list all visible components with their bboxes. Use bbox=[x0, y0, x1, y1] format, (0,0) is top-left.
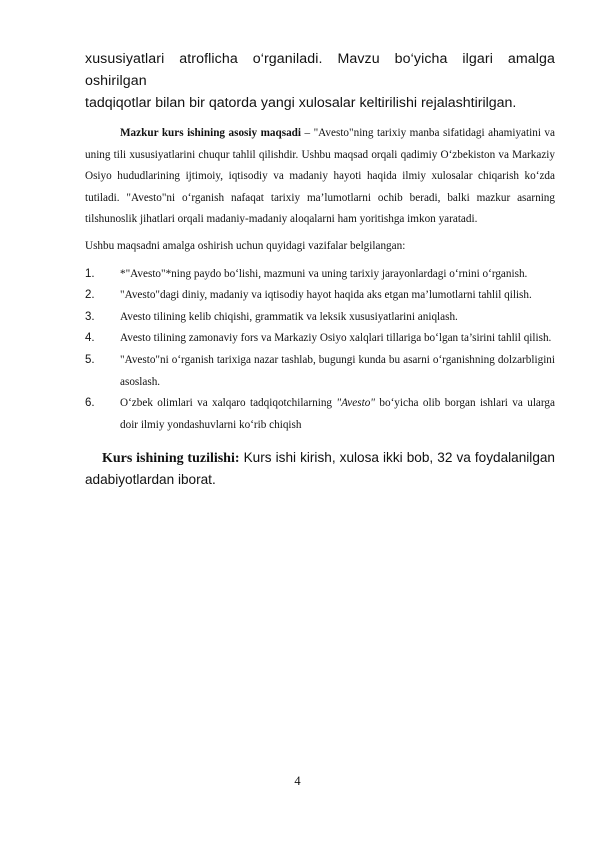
intro-line-2: tadqiqotlar bilan bir qatorda yangi xulosalar keltirilishi rejalashtirilgan. bbox=[85, 95, 517, 111]
document-page bbox=[85, 48, 555, 490]
task-item bbox=[85, 307, 555, 329]
goal-label: Mazkur kurs ishining asosiy maqsadi bbox=[120, 127, 302, 139]
task-text: "Avesto"dagi diniy, madaniy va iqtisodiy hayot haqida aks etgan ma’lumotlarni tahlil qilish. bbox=[120, 289, 532, 302]
task-text: *"Avesto"*ning paydo bo‘lishi, mazmuni va uning tarixiy jarayonlardagi o‘rnini o‘rganish. bbox=[120, 267, 528, 280]
task-item bbox=[85, 328, 555, 350]
task-text-italic: "Avesto" bbox=[336, 397, 375, 410]
task-item bbox=[85, 264, 555, 286]
task-number: 2. bbox=[85, 289, 95, 302]
task-number: 5. bbox=[85, 353, 95, 366]
task-item bbox=[85, 393, 555, 436]
tasks-list bbox=[85, 264, 555, 437]
task-text-before: O‘zbek olimlari va xalqaro tadqiqotchilarning bbox=[120, 397, 337, 410]
task-text: Avesto tilining zamonaviy fors va Markaziy Osiyo xalqlari tillariga bo‘lgan ta’sirini tahlil qilish. bbox=[120, 332, 552, 345]
structure-label: Kurs ishining tuzilishi: bbox=[102, 451, 240, 467]
page-number: 4 bbox=[294, 774, 301, 788]
structure-paragraph bbox=[85, 448, 555, 490]
task-text: Avesto tilining kelib chiqishi, grammatik va leksik xususiyatlarini aniqlash. bbox=[120, 310, 458, 323]
task-text: "Avesto"ni o‘rganish tarixiga nazar tashlab, bugungi kunda bu asarni o‘rganishning dolzarbligini asoslash. bbox=[120, 353, 555, 388]
task-item bbox=[85, 350, 555, 393]
task-number: 1. bbox=[85, 267, 95, 280]
task-item bbox=[85, 285, 555, 307]
tasks-lead: Ushbu maqsadni amalga oshirish uchun quyidagi vazifalar belgilangan: bbox=[85, 239, 406, 252]
task-number: 6. bbox=[85, 397, 95, 410]
intro-line-1: xususiyatlari atroflicha o‘rganiladi. Mavzu bo‘yicha ilgari amalga oshirilgan bbox=[85, 51, 555, 89]
structure-text: Kurs ishi kirish, xulosa ikki bob, 32 va foydalanilgan adabiyotlardan iborat. bbox=[85, 450, 555, 487]
task-number: 4. bbox=[85, 332, 95, 345]
goal-text: – "Avesto"ning tarixiy manba sifatidagi ahamiyatini va uning tili xususiyatlarini chuqur tahlil qilishdir. Ushbu maqsad orqali qadimiy O‘zbekiston va Markaziy Osiyo hududlarining ijtimoiy, iqtisodiy va madaniy hayoti haqida ilmiy xulosalar chiqarish ko‘zda tutiladi. "Avesto"ni o‘rganish nafaqat tarixiy ma’lumotlarni ochib beradi, balki mazkur asarning tilshunoslik jihatlari orqali madaniy-madaniy aloqalarni ham yoritishga imkon yaratadi. bbox=[85, 127, 555, 226]
task-text-after: bo‘yicha olib borgan ishlari va ularga doir ilmiy yondashuvlarni ko‘rib chiqish bbox=[120, 397, 555, 431]
task-number: 3. bbox=[85, 310, 95, 323]
goal-paragraph bbox=[85, 123, 555, 231]
